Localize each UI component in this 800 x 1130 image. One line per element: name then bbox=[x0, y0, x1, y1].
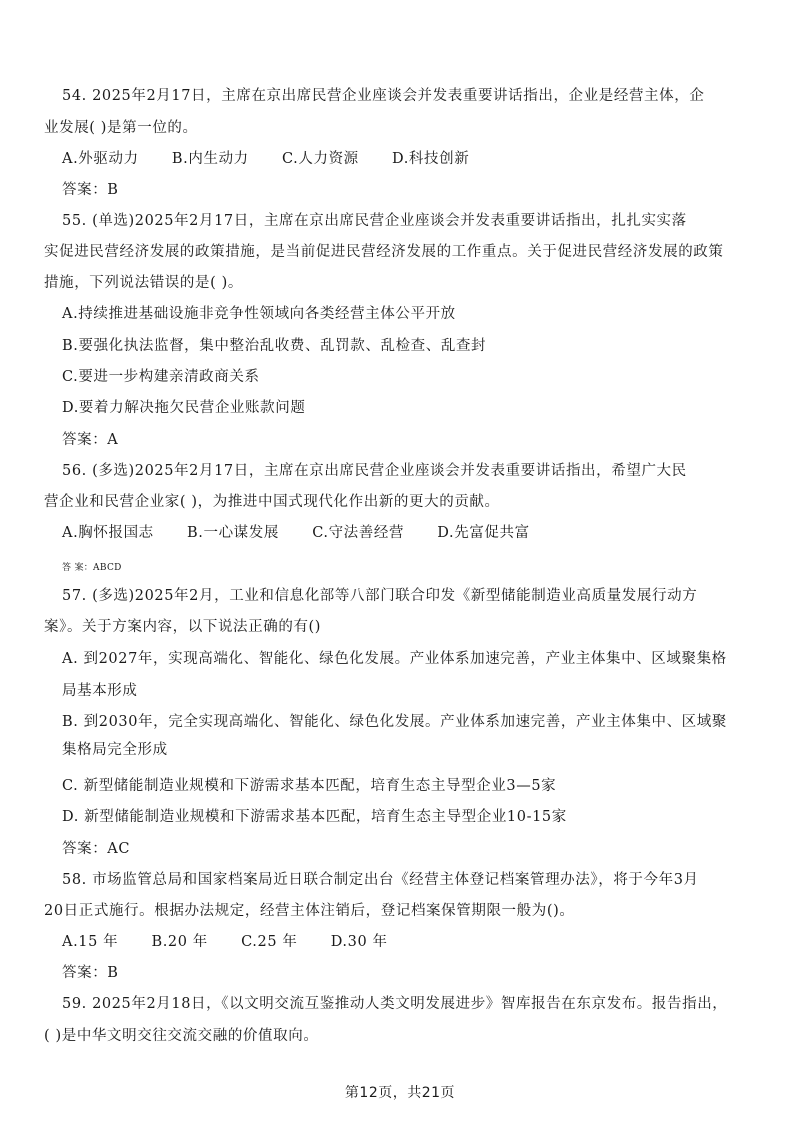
question-57-line-1: 57. (多选)2025年2月，工业和信息化部等八部门联合印发《新型储能制造业高质量发展行动方 bbox=[62, 588, 698, 604]
option-c: C.25 年 bbox=[241, 934, 298, 950]
question-57-option-c: C. 新型储能制造业规模和下游需求基本匹配，培育生态主导型企业3—5家 bbox=[62, 778, 557, 794]
question-57-answer: 答案：AC bbox=[62, 841, 131, 857]
question-55-line-2: 实促进民营经济发展的政策措施，是当前促进民营经济发展的工作重点。关于促进民营经济发展的政策 bbox=[44, 244, 724, 260]
question-54-line-1: 54. 2025年2月17日，主席在京出席民营企业座谈会并发表重要讲话指出，企业是经营主体，企 bbox=[62, 88, 705, 104]
question-58-answer: 答案：B bbox=[62, 965, 119, 981]
option-a: A.胸怀报国志 bbox=[62, 525, 154, 541]
option-c: C.守法善经营 bbox=[312, 525, 405, 541]
question-58-line-1: 58. 市场监管总局和国家档案局近日联合制定出台《经营主体登记档案管理办法》，将于今年3月 bbox=[62, 872, 699, 888]
question-54-line-2: 业发展( )是第一位的。 bbox=[44, 120, 198, 136]
question-55-line-3: 措施，下列说法错误的是( )。 bbox=[44, 275, 243, 291]
question-55-option-b: B.要强化执法监督，集中整治乱收费、乱罚款、乱检查、乱查封 bbox=[62, 338, 487, 354]
question-57-line-2: 案》。关于方案内容，以下说法正确的有() bbox=[44, 619, 322, 635]
option-b: B.内生动力 bbox=[171, 151, 249, 167]
option-a: A.15 年 bbox=[62, 934, 119, 950]
question-57-option-b-line-1: B. 到2030年，完全实现高端化、智能化、绿色化发展。产业体系加速完善，产业主体集中、区域聚 bbox=[62, 714, 727, 730]
option-d: D.科技创新 bbox=[392, 151, 470, 167]
question-59-line-2: ( )是中华文明交往交流交融的价值取向。 bbox=[44, 1028, 319, 1044]
question-55-line-1: 55. (单选)2025年2月17日，主席在京出席民营企业座谈会并发表重要讲话指出，扎扎实实落 bbox=[62, 213, 687, 229]
question-57-option-b-line-2: 集格局完全形成 bbox=[62, 742, 168, 758]
question-56-options bbox=[62, 523, 758, 543]
question-54-answer: 答案：B bbox=[62, 182, 119, 198]
page-number-footer: 第12页，共21页 bbox=[344, 1085, 456, 1101]
option-c: C.人力资源 bbox=[282, 151, 359, 167]
question-59-line-1: 59. 2025年2月18日，《以文明交流互鉴推动人类文明发展进步》智库报告在东京发布。报告指出， bbox=[62, 996, 728, 1012]
question-55-option-d: D.要着力解决拖欠民营企业账款问题 bbox=[62, 400, 306, 416]
question-55-answer: 答案：A bbox=[62, 432, 119, 448]
question-57-option-a-line-1: A. 到2027年，实现高端化、智能化、绿色化发展。产业体系加速完善，产业主体集中、区域聚集格 bbox=[62, 651, 727, 667]
question-55-option-c: C.要进一步构建亲清政商关系 bbox=[62, 369, 260, 385]
option-a: A.外驱动力 bbox=[62, 151, 139, 167]
question-57-option-d: D. 新型储能制造业规模和下游需求基本匹配，培育生态主导型企业10-15家 bbox=[62, 809, 567, 825]
option-d: D.30 年 bbox=[330, 934, 388, 950]
option-b: B.一心谋发展 bbox=[187, 525, 279, 541]
question-58-options bbox=[62, 932, 758, 952]
question-57-option-a-line-2: 局基本形成 bbox=[62, 683, 138, 699]
option-b: B.20 年 bbox=[151, 934, 208, 950]
question-56-line-1: 56. (多选)2025年2月17日，主席在京出席民营企业座谈会并发表重要讲话指出，希望广大民 bbox=[62, 463, 687, 479]
option-d: D.先富促共富 bbox=[437, 525, 530, 541]
question-58-line-2: 20日正式施行。根据办法规定，经营主体注销后，登记档案保管期限一般为()。 bbox=[44, 903, 575, 919]
question-55-option-a: A.持续推进基础设施非竞争性领域向各类经营主体公平开放 bbox=[62, 306, 456, 322]
question-56-line-2: 营企业和民营企业家( )，为推进中国式现代化作出新的更大的贡献。 bbox=[44, 494, 500, 510]
question-56-answer: 答 案：ABCD bbox=[62, 563, 122, 573]
question-54-options bbox=[62, 149, 758, 169]
